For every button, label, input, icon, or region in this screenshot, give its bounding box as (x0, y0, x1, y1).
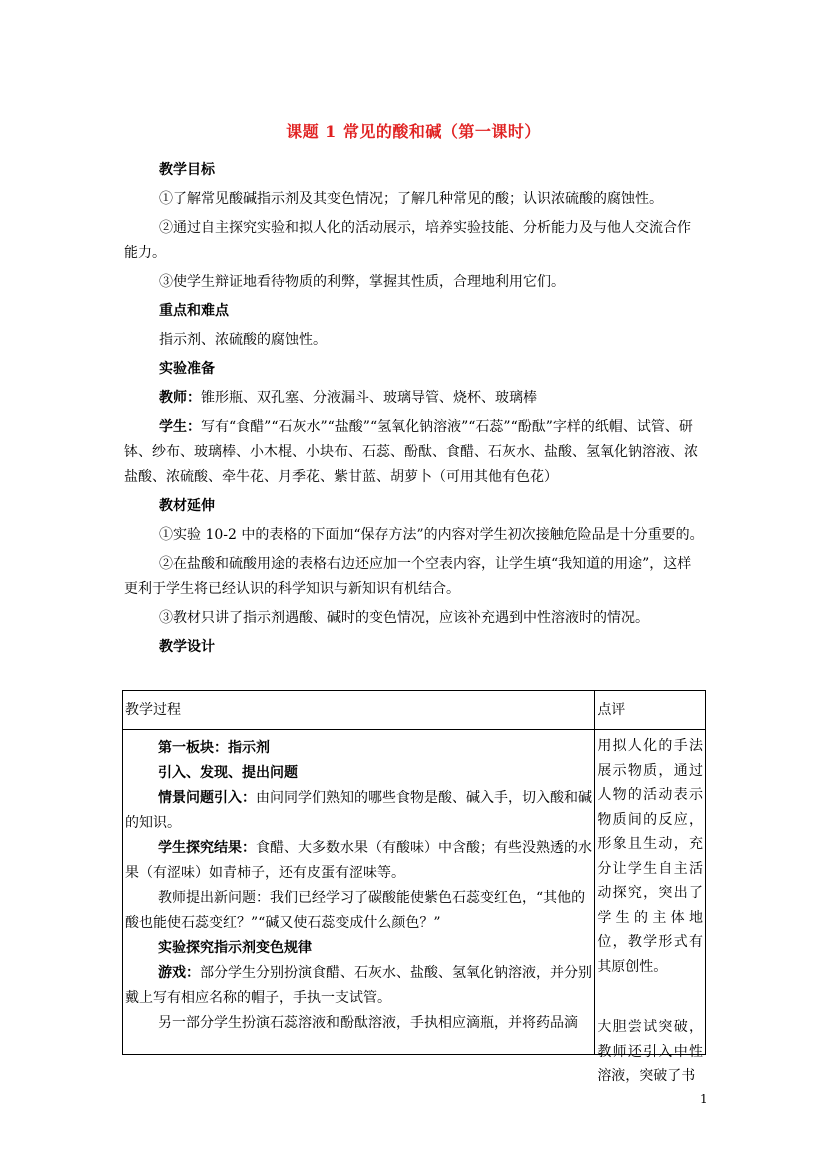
comment-1: 用拟人化的手法展示物质，通过人物的活动表示物质间的反应，形象且生动，充分让学生自主活动探究，突出了学生的主体地位，教学形式有其原创性。 (597, 738, 703, 975)
table-header-row (123, 691, 706, 730)
extension-3: ③教材只讲了指示剂遇酸、碱时的变色情况，应该补充遇到中性溶液时的情况。 (159, 610, 649, 626)
objective-3: ③使学生辩证地看待物质的利弊，掌握其性质，合理地利用它们。 (159, 274, 565, 290)
process-para-2: 学生探究结果：食醋、大多数水果（有酸味）中含酸；有些没熟透的水果（有涩味）如青柿子，还有皮蛋有涩味等。 (125, 840, 592, 881)
student-label: 学生： (159, 419, 201, 435)
block-title: 第一板块：指示剂 (158, 740, 270, 756)
extension-1: ①实验 10-2 中的表格的下面加“保存方法”的内容对学生初次接触危险品是十分重要的。 (159, 527, 704, 543)
teacher-text: 锥形瓶、双孔塞、分液漏斗、玻璃导管、烧杯、玻璃棒 (201, 390, 537, 406)
body-text (124, 158, 704, 660)
teacher-materials (124, 386, 704, 411)
objective-1: ①了解常见酸碱指示剂及其变色情况；了解几种常见的酸；认识浓硫酸的腐蚀性。 (159, 191, 663, 207)
heading-design: 教学设计 (159, 639, 215, 655)
process-para-1: 情景问题引入：由问同学们熟知的哪些食物是酸、碱入手，切入酸和碱的知识。 (125, 790, 592, 831)
student-text: 写有“食醋”“石灰水”“盐酸”“氢氧化钠溶液”“石蕊”“酚酞”字样的纸帽、试管、研钵、纱布、玻璃棒、小木棍、小块布、石蕊、酚酞、食醋、石灰水、盐酸、氢氧化钠溶液、浓盐酸、浓硫酸、牵牛花、月季花、紫甘蓝、胡萝卜（可用其他有色花） (124, 419, 698, 485)
process-para-3: 教师提出新问题：我们已经学习了碳酸能使紫色石蕊变红色，“其他的酸也能使石蕊变红？”“碱又使石蕊变成什么颜色？” (125, 890, 586, 931)
objective-2: ②通过自主探究实验和拟人化的活动展示，培养实验技能、分析能力及与他人交流合作能力。 (124, 220, 691, 261)
comment-2: 大胆尝试突破，教师还引入中性溶液，突破了书 (597, 1019, 703, 1084)
comment-cell (595, 730, 706, 1084)
header-comment: 点评 (595, 691, 706, 730)
table-row (123, 730, 706, 1055)
heading-preparation: 实验准备 (159, 361, 215, 377)
process-para-5: 另一部分学生扮演石蕊溶液和酚酞溶液，手执相应滴瓶，并将药品滴 (158, 1015, 578, 1031)
heading-extension: 教材延伸 (159, 498, 215, 514)
design-table (122, 690, 706, 1084)
process-cell (123, 730, 595, 1055)
subheading-experiment: 实验探究指示剂变色规律 (158, 940, 312, 956)
page-number: 1 (700, 1092, 708, 1106)
heading-objectives: 教学目标 (159, 162, 215, 178)
subheading-intro: 引入、发现、提出问题 (158, 765, 298, 781)
extension-2: ②在盐酸和硫酸用途的表格右边还应加一个空表内容，让学生填“我知道的用途”，这样更利于学生将已经认识的科学知识与新知识有机结合。 (124, 556, 692, 597)
teacher-label: 教师： (159, 390, 201, 406)
header-process: 教学过程 (123, 691, 595, 730)
key-points-text: 指示剂、浓硫酸的腐蚀性。 (159, 332, 327, 348)
heading-key-points: 重点和难点 (159, 303, 229, 319)
process-para-4: 游戏：部分学生分别扮演食醋、石灰水、盐酸、氢氧化钠溶液，并分别戴上写有相应名称的帽子，手执一支试管。 (125, 965, 592, 1006)
student-materials (124, 415, 704, 490)
page-title: 课题 1 常见的酸和碱（第一课时） (286, 122, 541, 141)
